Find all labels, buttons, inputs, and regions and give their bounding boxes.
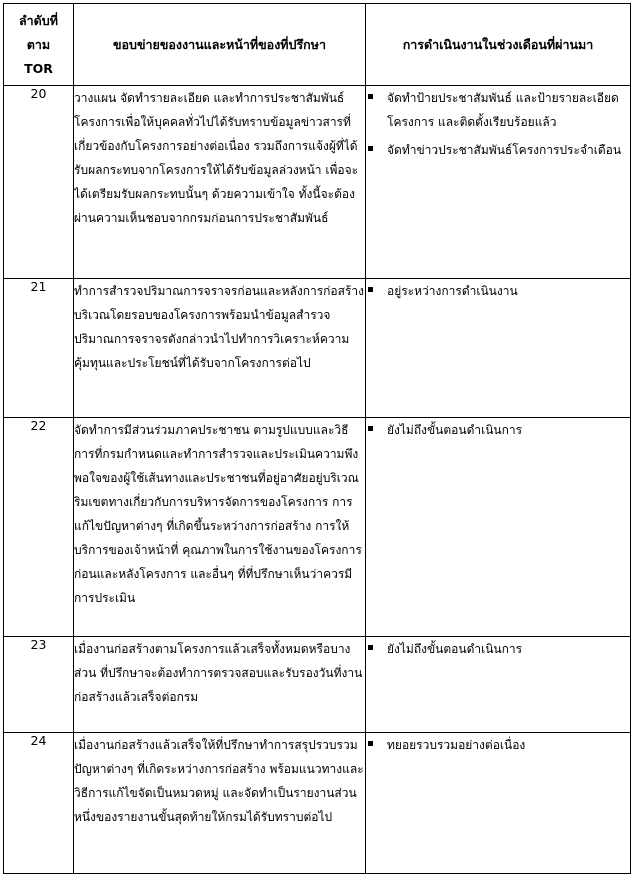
tor-progress-table [3,3,631,874]
tor-number: 21 [4,279,74,418]
header-tor-number-line: ลำดับที่ [19,12,58,28]
scope-text: จัดทำการมีส่วนร่วมภาคประชาชน ตามรูปแบบและวิธีการที่กรมกำหนดและทำการสำรวจและประเมินความพึงพอใจของผู้ใช้เส้นทางและประชาชนที่อยู่อาศัยอยู่บริเวณริมเขตทางเกี่ยวกับการบริหารจัดการของโครงการ การแก้ไขปัญหาต่างๆ ที่เกิดขึ้นระหว่างการก่อสร้าง การให้บริการของเจ้าหน้าที่ คุณภาพในการใช้งานของโครงการก่อนและหลังโครงการ และอื่นๆ ที่ที่ปรึกษาเห็นว่าควรมีการประเมิน [74,418,366,637]
tor-number: 20 [4,86,74,279]
progress-item: จัดทำป้ายประชาสัมพันธ์ และป้ายรายละเอียดโครงการ และติดตั้งเรียบร้อยแล้ว [366,86,630,134]
table-row [4,733,631,874]
progress-item: อยู่ระหว่างการดำเนินงาน [366,279,630,303]
header-row [4,4,631,86]
scope-text: ทำการสำรวจปริมาณการจราจรก่อนและหลังการก่อสร้างบริเวณโดยรอบของโครงการพร้อมนำข้อมูลสำรวจปริมาณการจราจรดังกล่าวนำไปทำการวิเคราะห์ความคุ้มทุนและประโยชน์ที่ได้รับจากโครงการต่อไป [74,279,366,418]
table-row [4,86,631,279]
progress-item: ยังไม่ถึงขั้นตอนดำเนินการ [366,418,630,442]
progress-cell [366,279,631,418]
header-progress: การดำเนินงานในช่วงเดือนที่ผ่านมา [366,4,631,86]
header-tor-number-line: TOR [24,60,53,76]
tor-number: 22 [4,418,74,637]
progress-cell [366,418,631,637]
header-tor-number-line: ตาม [26,36,51,52]
progress-cell [366,733,631,874]
progress-item: ทยอยรวบรวมอย่างต่อเนื่อง [366,733,630,757]
scope-text: เมื่องานก่อสร้างตามโครงการแล้วเสร็จทั้งหมดหรือบางส่วน ที่ปรึกษาจะต้องทำการตรวจสอบและรับรองวันที่งานก่อสร้างแล้วเสร็จต่อกรม [74,637,366,733]
table-row [4,418,631,637]
tor-number: 23 [4,637,74,733]
header-tor-number [4,4,74,86]
scope-text: วางแผน จัดทำรายละเอียด และทำการประชาสัมพันธ์โครงการเพื่อให้บุคคลทั่วไปได้รับทราบข้อมูลข่าวสารที่เกี่ยวข้องกับโครงการอย่างต่อเนื่อง รวมถึงการแจ้งผู้ที่ได้รับผลกระทบจากโครงการให้ได้รับข้อมูลล่วงหน้า เพื่อจะได้เตรียมรับผลกระทบนั้นๆ ด้วยความเข้าใจ ทั้งนี้จะต้องผ่านความเห็นชอบจากกรมก่อนการประชาสัมพันธ์ [74,86,366,279]
scope-text: เมื่องานก่อสร้างแล้วเสร็จให้ที่ปรึกษาทำการสรุปรวบรวมปัญหาต่างๆ ที่เกิดระหว่างการก่อสร้าง พร้อมแนวทางและวิธีการแก้ไขจัดเป็นหมวดหมู่ และจัดทำเป็นรายงานส่วนหนึ่งของรายงานขั้นสุดท้ายให้กรมได้รับทราบต่อไป [74,733,366,874]
progress-cell [366,86,631,279]
table-row [4,279,631,418]
header-scope: ขอบข่ายของงานและหน้าที่ของที่ปรึกษา [74,4,366,86]
table-row [4,637,631,733]
progress-cell [366,637,631,733]
tor-number: 24 [4,733,74,874]
progress-item: จัดทำข่าวประชาสัมพันธ์โครงการประจำเดือน [366,138,630,162]
progress-item: ยังไม่ถึงขั้นตอนดำเนินการ [366,637,630,661]
